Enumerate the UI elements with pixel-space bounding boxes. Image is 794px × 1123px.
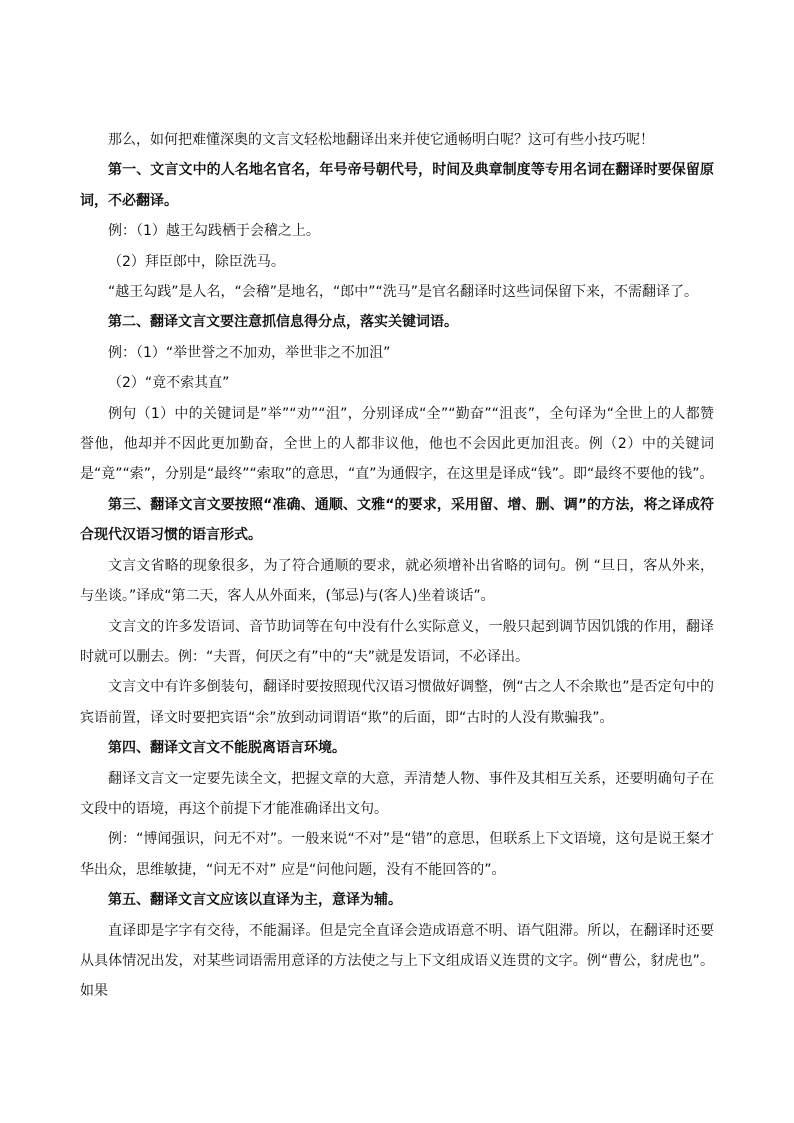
section-heading-2: 第二、翻译文言文要注意抓信息得分点，落实关键词语。 (108, 314, 458, 331)
explanation-paragraph: 翻译文言文一定要先读全文，把握文章的大意，弄清楚人物、事件及其相互关系，还要明确句子在文段中的语境，再这个前提下才能准确译出文句。 (80, 770, 714, 817)
section-heading-4: 第四、翻译文言文不能脱离语言环境。 (108, 740, 346, 757)
explanation-paragraph: 文言文的许多发语词、音节助词等在句中没有什么实际意义，一般只起到调节因饥饿的作用，翻译时就可以删去。例：“夫晋，何厌之有”中的“夫”就是发语词，不必译出。 (80, 618, 714, 665)
explanation-paragraph: 例：“博闻强识，问无不对”。一般来说“不对”是“错”的意思，但联系上下文语境，这句是说王粲才华出众，思维敏捷，“问无不对” 应是“问他问题，没有不能回答的”。 (80, 831, 714, 878)
explanation-paragraph: 例句（1）中的关键词是”举”“劝”“沮”，分别译成“全”“勤奋”“沮丧”，全句译为“全世上的人都赞誉他，他却并不因此更加勤奋，全世上的人都非议他，他也不会因此更加沮丧。例（2）中的关键词是“竟”“索”，分别是“最终”“索取”的意思，“直”为通假字，在这里是译成“钱”。即“最终不要他的钱”。 (80, 405, 714, 483)
example-line: （2）“竟不索其直” (108, 375, 230, 392)
section-heading-3: 第三、翻译文言文要按照“准确、通顺、文雅“的要求，采用留、增、删、调”的方法，将之译成符合现代汉语习惯的语言形式。 (80, 496, 714, 544)
document-body (80, 125, 714, 1007)
example-line: （2）拜臣郎中，除臣洗马。 (108, 253, 285, 270)
section-heading-1: 第一、文言文中的人名地名官名，年号帝号朝代号，时间及典章制度等专用名词在翻译时要保留原词，不必翻译。 (80, 162, 714, 209)
example-line: 例：（1）“举世誉之不加劝，举世非之不加沮” (108, 344, 391, 361)
explanation-paragraph: “越王勾践”是人名，“会稽”是地名，“郎中”“洗马”是官名翻译时这些词保留下来，不需翻译了。 (108, 284, 699, 301)
explanation-paragraph: 文言文中有许多倒装句，翻译时要按照现代汉语习惯做好调整，例“古之人不余欺也”是否定句中的宾语前置，译文时要把宾语“余”放到动词谓语“欺”的后面，即“古时的人没有欺骗我”。 (80, 679, 714, 726)
intro-paragraph: 那么，如何把难懂深奥的文言文轻松地翻译出来并使它通畅明白呢？这可有些小技巧呢！ (108, 132, 654, 148)
explanation-paragraph: 直译即是字字有交待，不能漏译。但是完全直译会造成语意不明、语气阻滞。所以，在翻译时还要从具体情况出发，对某些词语需用意译的方法使之与上下文组成语义连贯的文字。例“曹公，豺虎也”。如果 (80, 922, 714, 1000)
example-line: 例：（1）越王勾践栖于会稽之上。 (108, 223, 320, 240)
explanation-paragraph: 文言文省略的现象很多，为了符合通顺的要求，就必须增补出省略的词句。例 “旦日，客从外来，与坐谈。”译成“第二天，客人从外面来，(邹忌)与(客人)坐着谈话”。 (80, 557, 714, 605)
section-heading-5: 第五、翻译文言文应该以直译为主，意译为辅。 (108, 892, 402, 909)
